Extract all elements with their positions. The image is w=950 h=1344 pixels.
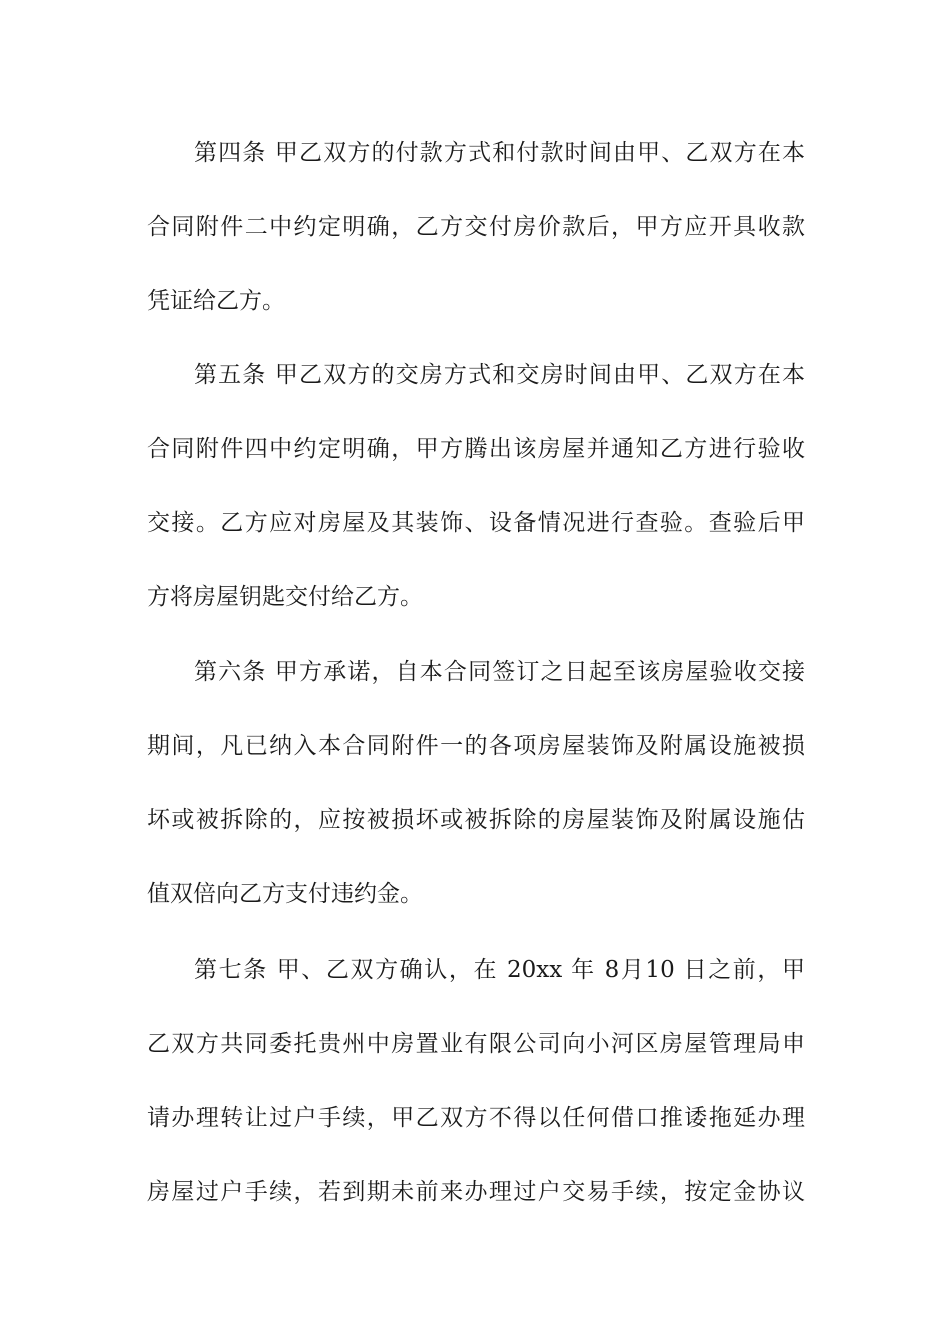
article-4-line-2: 合同附件二中约定明确，乙方交付房价款后，甲方应开具收款 xyxy=(147,214,805,240)
article-5-line-4: 方将房屋钥匙交付给乙方。 xyxy=(147,584,423,610)
article-7-line-2: 乙双方共同委托贵州中房置业有限公司向小河区房屋管理局申 xyxy=(147,1031,805,1057)
article-6-line-3: 坏或被拆除的，应按被损坏或被拆除的房屋装饰及附属设施估 xyxy=(147,807,805,833)
article-7-line-1: 第七条 甲、乙双方确认，在 20xx 年 8月10 日之前，甲 xyxy=(194,957,805,983)
article-4-line-1: 第四条 甲乙双方的付款方式和付款时间由甲、乙双方在本 xyxy=(194,140,805,166)
article-5-line-1: 第五条 甲乙双方的交房方式和交房时间由甲、乙双方在本 xyxy=(194,362,805,388)
article-6-line-4: 值双倍向乙方支付违约金。 xyxy=(147,881,423,907)
article-5-line-3: 交接。乙方应对房屋及其装饰、设备情况进行查验。查验后甲 xyxy=(147,510,805,536)
article-6-line-2: 期间，凡已纳入本合同附件一的各项房屋装饰及附属设施被损 xyxy=(147,733,805,759)
article-7-line-4: 房屋过户手续，若到期未前来办理过户交易手续，按定金协议 xyxy=(147,1179,805,1205)
article-5-line-2: 合同附件四中约定明确，甲方腾出该房屋并通知乙方进行验收 xyxy=(147,436,805,462)
article-4-line-3: 凭证给乙方。 xyxy=(147,288,285,314)
article-7-line-3: 请办理转让过户手续，甲乙双方不得以任何借口推诿拖延办理 xyxy=(147,1105,805,1131)
article-6-line-1: 第六条 甲方承诺，自本合同签订之日起至该房屋验收交接 xyxy=(194,659,805,685)
